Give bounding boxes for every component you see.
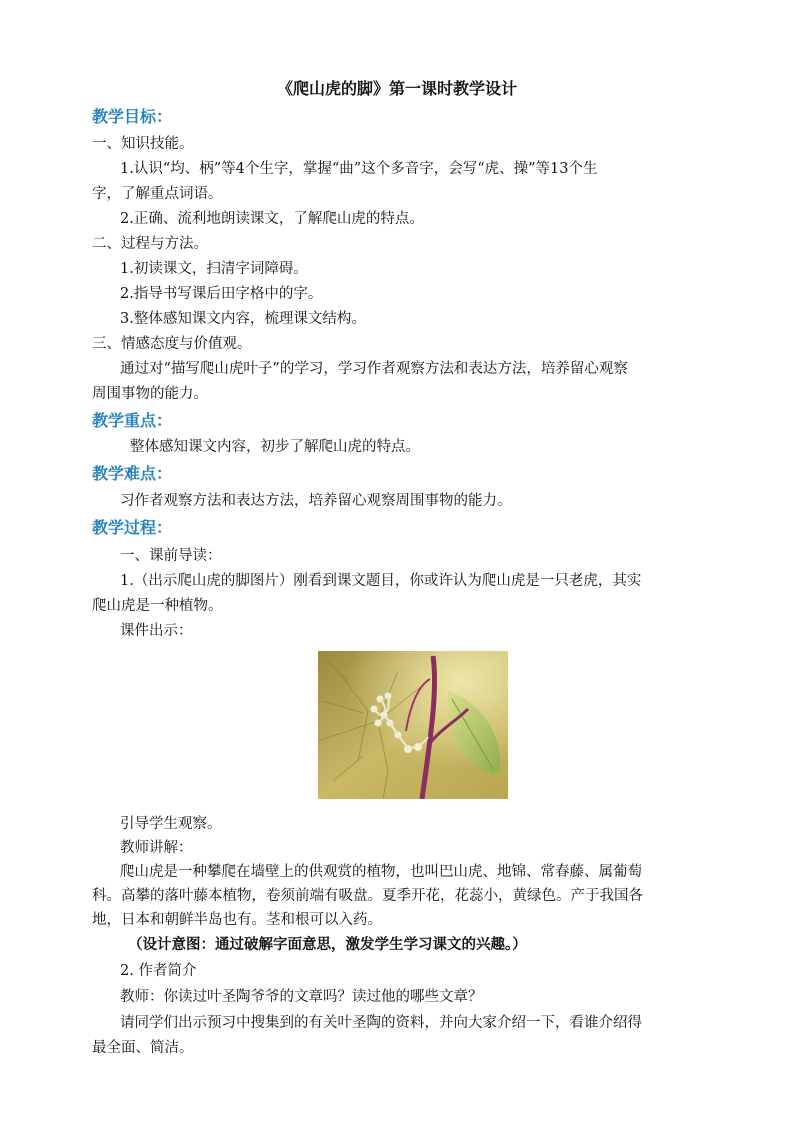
goals-item-6-line-1: 通过对“描写爬山虎叶子”的学习，学习作者观察方法和表达方法，培养留心观察 — [120, 361, 628, 377]
guide-observe: 引导学生观察。 — [120, 816, 222, 832]
goals-section-1: 一、知识技能。 — [92, 136, 194, 152]
document-title: 《爬山虎的脚》第一课时教学设计 — [276, 79, 517, 98]
process-p2-line-3: 地，日本和朝鲜半岛也有。茎和根可以入药。 — [92, 912, 382, 928]
process-p1-line-1: 1.（出示爬山虎的脚图片）刚看到课文题目，你或许认为爬山虎是一只老虎，其实 — [120, 573, 642, 589]
courseware-label: 课件出示： — [120, 623, 193, 639]
goals-item-5: 3.整体感知课文内容，梳理课文结构。 — [120, 311, 366, 327]
process-p2-line-1: 爬山虎是一种攀爬在墙壁上的供观赏的植物，也叫巴山虎、地锦、常春藤、属葡萄 — [120, 864, 642, 880]
process-heading: 教学过程： — [92, 518, 173, 537]
goals-section-3: 三、情感态度与价值观。 — [92, 336, 252, 352]
goals-section-2: 二、过程与方法。 — [92, 236, 208, 252]
goals-item-4: 2.指导书写课后田字格中的字。 — [120, 286, 323, 302]
teacher-explain-label: 教师讲解： — [120, 840, 193, 856]
process-step-2: 2. 作者简介 — [120, 963, 197, 979]
difficulties-heading: 教学难点： — [92, 464, 173, 483]
ivy-feet-illustration — [318, 651, 508, 799]
process-p4-line-1: 请同学们出示预习中搜集到的有关叶圣陶的资料，并向大家介绍一下，看谁介绍得 — [120, 1015, 642, 1031]
goals-item-1-line-1: 1.认识“均、柄”等4个生字，掌握“曲”这个多音字，会写“虎、操”等13个生 — [120, 161, 598, 177]
key-points-heading: 教学重点： — [92, 411, 173, 430]
process-p2-line-2: 科。高攀的落叶藤本植物，卷须前端有吸盘。夏季开花，花蕊小，黄绿色。产于我国各 — [92, 888, 643, 904]
goals-item-6-line-2: 周围事物的能力。 — [92, 386, 208, 402]
process-p3: 教师：你读过叶圣陶爷爷的文章吗？读过他的哪些文章？ — [120, 989, 483, 1005]
goals-item-2: 2.正确、流利地朗读课文，了解爬山虎的特点。 — [120, 211, 424, 227]
ivy-feet-photo — [318, 651, 508, 799]
goals-item-3: 1.初读课文，扫清字词障碍。 — [120, 261, 308, 277]
goals-item-1-line-2: 字，了解重点词语。 — [92, 186, 223, 202]
process-p4-line-2: 最全面、简洁。 — [92, 1040, 194, 1056]
difficulties-text: 习作者观察方法和表达方法，培养留心观察周围事物的能力。 — [120, 493, 512, 509]
key-points-text: 整体感知课文内容，初步了解爬山虎的特点。 — [130, 439, 420, 455]
goals-heading: 教学目标： — [92, 107, 173, 126]
process-step-1: 一、课前导读： — [120, 548, 222, 564]
design-intent: （设计意图：通过破解字面意思，激发学生学习课文的兴趣。） — [128, 936, 527, 953]
process-p1-line-2: 爬山虎是一种植物。 — [92, 598, 223, 614]
